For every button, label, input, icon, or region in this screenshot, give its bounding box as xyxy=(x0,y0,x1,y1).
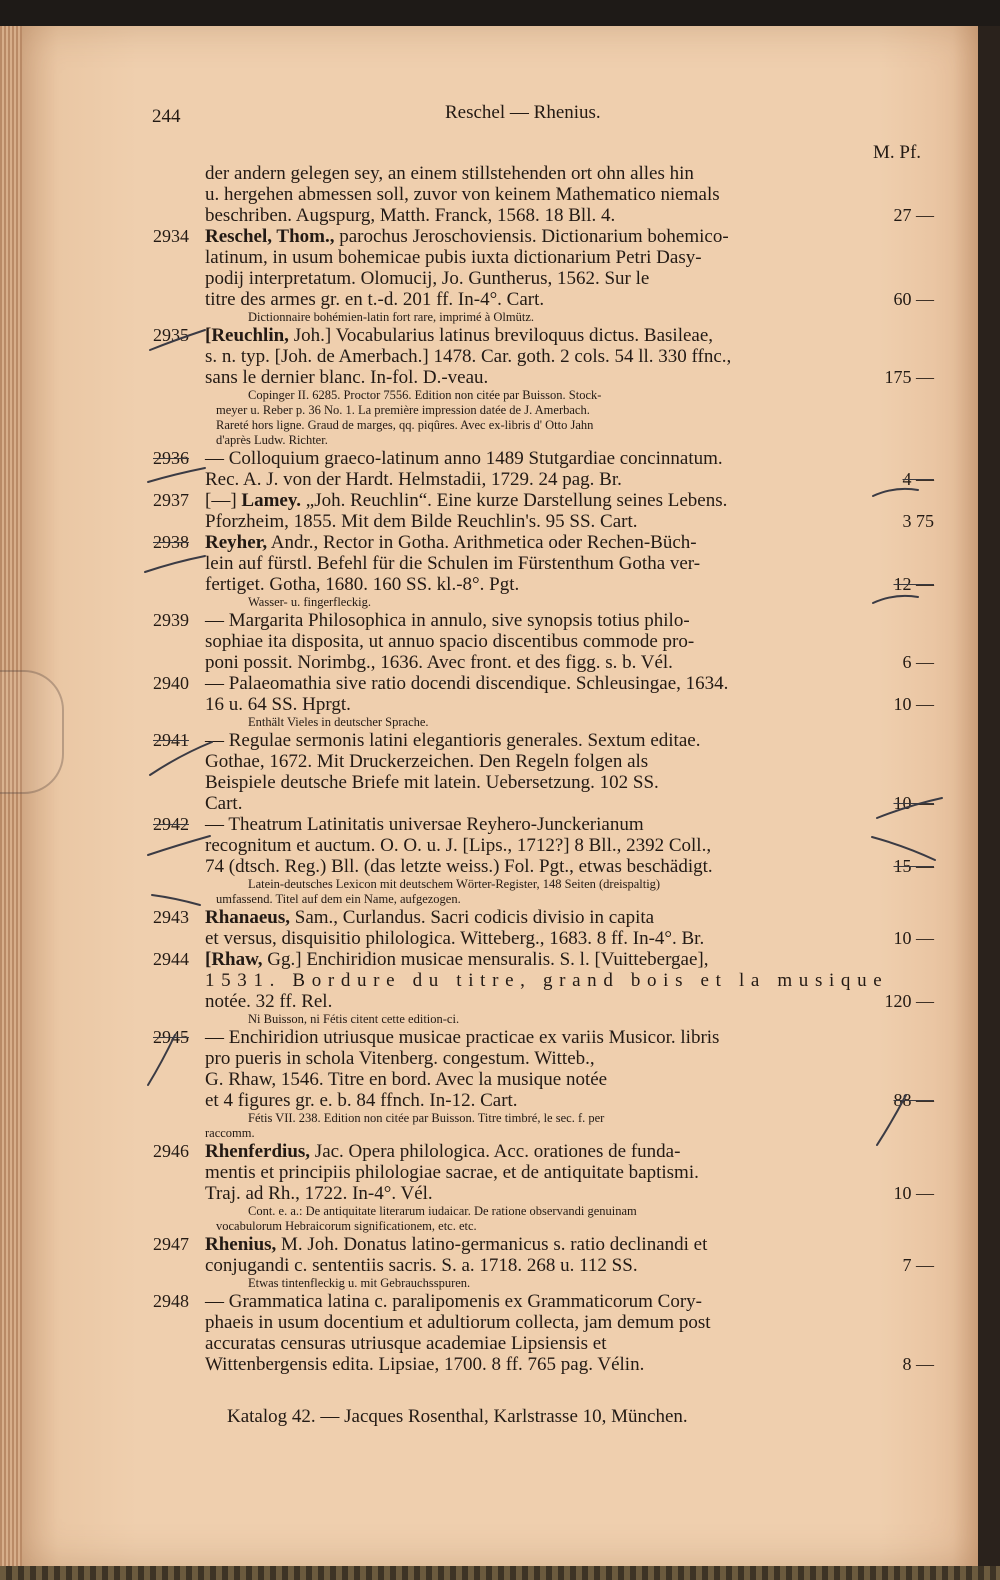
catalog-entry xyxy=(0,610,1000,673)
entry-number: 2940 xyxy=(153,673,189,693)
entry-line: Beispiele deutsche Briefe mit latein. Uebersetzung. 102 SS. xyxy=(205,772,659,793)
catalog-entry xyxy=(0,490,1000,532)
top-edge xyxy=(0,0,1000,26)
entry-prefix: [—] xyxy=(205,490,242,511)
catalog-entry xyxy=(0,325,1000,448)
page-number: 244 xyxy=(152,106,181,127)
entry-price: 8 — xyxy=(902,1354,934,1374)
entry-line: et versus, disquisitio philologica. Witteberg., 1683. 8 ff. In-4°. Br. xyxy=(205,928,705,949)
entry-number: 2943 xyxy=(153,907,189,927)
entry-line: titre des armes gr. en t.-d. 201 ff. In-4°. Cart. xyxy=(205,289,545,310)
entry-line xyxy=(205,1234,870,1255)
entry-price: 88 — xyxy=(893,1090,934,1110)
entry-note: Latein-deutsches Lexicon mit deutschem Wörter-Register, 148 Seiten (dreispaltig) xyxy=(248,877,661,891)
catalog-entry xyxy=(0,1027,1000,1141)
entry-number: 2942 xyxy=(153,814,189,834)
entry-line: latinum, in usum bohemicae pubis iuxta dictionarium Petri Dasy- xyxy=(205,247,702,268)
entry-line: u. hergehen abmessen soll, zuvor von keinem Mathematico niemals xyxy=(205,184,720,205)
entry-line: Traj. ad Rh., 1722. In-4°. Vél. xyxy=(205,1183,433,1204)
entry-line: — Theatrum Latinitatis universae Reyhero-Junckerianum xyxy=(205,814,644,835)
entry-price: 10 — xyxy=(893,793,934,813)
entry-line: — Colloquium graeco-latinum anno 1489 Stutgardiae concinnatum. xyxy=(205,448,723,469)
catalog-entry xyxy=(0,226,1000,325)
entry-note: Enthält Vieles in deutscher Sprache. xyxy=(248,715,429,729)
entry-line: — Enchiridion utriusque musicae practicae ex variis Musicor. libris xyxy=(205,1027,720,1048)
entry-line xyxy=(205,1141,870,1162)
entry-line: conjugandi c. sententiis sacris. S. a. 1718. 268 u. 112 SS. xyxy=(205,1255,638,1276)
catalog-entries xyxy=(0,163,1000,1375)
entry-note: Ni Buisson, ni Fétis citent cette edition-ci. xyxy=(248,1012,460,1026)
entry-text: Jac. Opera philologica. Acc. orationes de funda- xyxy=(310,1141,681,1162)
entry-line: Wittenbergensis edita. Lipsiae, 1700. 8 ff. 765 pag. Vélin. xyxy=(205,1354,645,1375)
entry-note: Rareté hors ligne. Graud de marges, qq. piqûres. Avec ex-libris d' Otto Jahn xyxy=(216,418,594,432)
catalog-entry xyxy=(0,163,1000,226)
entry-line: 16 u. 64 SS. Hprgt. xyxy=(205,694,351,715)
entry-note: Fétis VII. 238. Edition non citée par Buisson. Titre timbré, le sec. f. per xyxy=(248,1111,605,1125)
entry-line: s. n. typ. [Joh. de Amerbach.] 1478. Car. goth. 2 cols. 54 ll. 330 ffnc., xyxy=(205,346,732,367)
entry-line: mentis et principiis philologiae sacrae, et de antiquitate baptismi. xyxy=(205,1162,699,1183)
entry-note: Dictionnaire bohémien-latin fort rare, imprimé à Olmütz. xyxy=(248,310,535,324)
entry-author: [Rhaw, xyxy=(205,949,263,970)
entry-line: fertiget. Gotha, 1680. 160 SS. kl.-8°. Pgt. xyxy=(205,574,520,595)
entry-number: 2935 xyxy=(153,325,189,345)
entry-author: [Reuchlin, xyxy=(205,325,289,346)
entry-text: M. Joh. Donatus latino-germanicus s. ratio declinandi et xyxy=(276,1234,708,1255)
catalog-entry xyxy=(0,1141,1000,1234)
entry-note: d'après Ludw. Richter. xyxy=(216,433,328,447)
entry-note: Etwas tintenfleckig u. mit Gebrauchsspuren. xyxy=(248,1276,471,1290)
entry-line xyxy=(205,532,870,553)
entry-text: Gg.] Enchiridion musicae mensuralis. S. l. [Vuittebergae], xyxy=(262,949,709,970)
entry-number: 2944 xyxy=(153,949,189,969)
entry-number: 2938 xyxy=(153,532,189,552)
entry-number: 2936 xyxy=(153,448,189,468)
entry-author: Lamey. xyxy=(241,490,302,511)
page-header xyxy=(0,102,1000,132)
entry-author: Reschel, Thom., xyxy=(205,226,335,247)
catalog-entry xyxy=(0,448,1000,490)
catalog-footer: Katalog 42. — Jacques Rosenthal, Karlstrasse 10, München. xyxy=(227,1406,688,1427)
catalog-entry xyxy=(0,1234,1000,1291)
entry-line: — Grammatica latina c. paralipomenis ex Grammaticorum Cory- xyxy=(205,1291,702,1312)
entry-line: notée. 32 ff. Rel. xyxy=(205,991,333,1012)
entry-price: 120 — xyxy=(884,991,934,1011)
entry-line: Gothae, 1672. Mit Druckerzeichen. Den Regeln folgen als xyxy=(205,751,649,772)
entry-line: der andern gelegen sey, an einem stillstehenden ort ohn alles hin xyxy=(205,163,694,184)
entry-text: Joh.] Vocabularius latinus breviloquus dictus. Basileae, xyxy=(288,325,714,346)
catalog-entry xyxy=(0,1291,1000,1375)
catalog-entry xyxy=(0,730,1000,814)
entry-author: Rhanaeus, xyxy=(205,907,290,928)
entry-number: 2947 xyxy=(153,1234,189,1254)
entry-note: Copinger II. 6285. Proctor 7556. Edition non citée par Buisson. Stock- xyxy=(248,388,602,402)
catalog-entry xyxy=(0,532,1000,610)
entry-price: 175 — xyxy=(884,367,934,387)
entry-number: 2948 xyxy=(153,1291,189,1311)
entry-line: sophiae ita disposita, ut annuo spacio discentibus commode pro- xyxy=(205,631,695,652)
entry-line xyxy=(205,226,870,247)
entry-number: 2946 xyxy=(153,1141,189,1161)
entry-price: 27 — xyxy=(893,205,934,225)
entry-price: 4 — xyxy=(902,469,934,489)
bottom-edge xyxy=(0,1566,1000,1580)
currency-header: M. Pf. xyxy=(873,142,922,163)
entry-number: 2941 xyxy=(153,730,189,750)
entry-price: 7 — xyxy=(902,1255,934,1275)
entry-line: Cart. xyxy=(205,793,243,814)
entry-author: Rhenferdius, xyxy=(205,1141,311,1162)
entry-text: Sam., Curlandus. Sacri codicis divisio in capita xyxy=(290,907,655,928)
entry-price: 3 75 xyxy=(902,511,934,531)
entry-text: beschriben. Augspurg, Matth. Franck, 1568. 18 Bll. 4. xyxy=(205,205,616,226)
entry-number: 2934 xyxy=(153,226,189,246)
entry-price: 6 — xyxy=(902,652,934,672)
entry-line: — Regulae sermonis latini elegantioris generales. Sextum editae. xyxy=(205,730,701,751)
entry-price: 60 — xyxy=(893,289,934,309)
entry-note: meyer u. Reber p. 36 No. 1. La première impression datée de J. Amerbach. xyxy=(216,403,590,417)
page-title: Reschel — Rhenius. xyxy=(445,102,601,123)
entry-price: 15 — xyxy=(893,856,934,876)
entry-line: recognitum et auctum. O. O. u. J. [Lips., 1712?] 8 Bll., 2392 Coll., xyxy=(205,835,712,856)
entry-line xyxy=(205,205,870,226)
entry-price: 10 — xyxy=(893,1183,934,1203)
entry-text: „Joh. Reuchlin“. Eine kurze Darstellung seines Lebens. xyxy=(301,490,728,511)
entry-line: phaeis in usum docentium et adultiorum collecta, jam demum post xyxy=(205,1312,711,1333)
entry-text: Andr., Rector in Gotha. Arithmetica oder Rechen-Büch- xyxy=(267,532,697,553)
entry-line: Pforzheim, 1855. Mit dem Bilde Reuchlin's. 95 SS. Cart. xyxy=(205,511,638,532)
entry-note: raccomm. xyxy=(205,1126,255,1140)
entry-line: pro pueris in schola Vitenberg. congestum. Witteb., xyxy=(205,1048,595,1069)
entry-price: 10 — xyxy=(893,928,934,948)
entry-line xyxy=(205,907,870,928)
entry-price: 10 — xyxy=(893,694,934,714)
entry-note: Wasser- u. fingerfleckig. xyxy=(248,595,371,609)
entry-line: et 4 figures gr. e. b. 84 ffnch. In-12. Cart. xyxy=(205,1090,518,1111)
entry-note: Cont. e. a.: De antiquitate literarum iudaicar. De ratione observandi genuinam xyxy=(248,1204,637,1218)
entry-price: 12 — xyxy=(893,574,934,594)
entry-number: 2937 xyxy=(153,490,189,510)
entry-line: 1531. Bordure du titre, grand bois et la musique xyxy=(205,970,889,991)
catalog-entry xyxy=(0,907,1000,949)
entry-line xyxy=(205,490,870,511)
entry-line: Rec. A. J. von der Hardt. Helmstadii, 1729. 24 pag. Br. xyxy=(205,469,622,490)
entry-line: sans le dernier blanc. In-fol. D.-veau. xyxy=(205,367,489,388)
entry-line: poni possit. Norimbg., 1636. Avec front. et des figg. s. b. Vél. xyxy=(205,652,673,673)
entry-text: parochus Jeroschoviensis. Dictionarium bohemico- xyxy=(334,226,729,247)
entry-note: vocabulorum Hebraicorum significationem, etc. etc. xyxy=(216,1219,477,1233)
entry-line: podij interpretatum. Olomucij, Jo. Guntherus, 1562. Sur le xyxy=(205,268,650,289)
entry-line: — Palaeomathia sive ratio docendi discendique. Schleusingae, 1634. xyxy=(205,673,729,694)
catalog-entry xyxy=(0,673,1000,730)
entry-line: accuratas censuras utriusque academiae Lipsiensis et xyxy=(205,1333,607,1354)
entry-author: Reyher, xyxy=(205,532,268,553)
entry-line: lein auf fürstl. Befehl für die Schulen im Fürstenthum Gotha ver- xyxy=(205,553,701,574)
entry-line: — Margarita Philosophica in annulo, sive synopsis totius philo- xyxy=(205,610,690,631)
entry-number: 2939 xyxy=(153,610,189,630)
entry-note: umfassend. Titel auf dem ein Name, aufgezogen. xyxy=(216,892,461,906)
entry-line xyxy=(205,949,870,970)
entry-author: Rhenius, xyxy=(205,1234,277,1255)
catalog-entry xyxy=(0,949,1000,1027)
entry-line xyxy=(205,325,870,346)
entry-line: G. Rhaw, 1546. Titre en bord. Avec la musique notée xyxy=(205,1069,608,1090)
catalog-entry xyxy=(0,814,1000,907)
entry-line: 74 (dtsch. Reg.) Bll. (das letzte weiss.) Fol. Pgt., etwas beschädigt. xyxy=(205,856,713,877)
entry-number: 2945 xyxy=(153,1027,189,1047)
